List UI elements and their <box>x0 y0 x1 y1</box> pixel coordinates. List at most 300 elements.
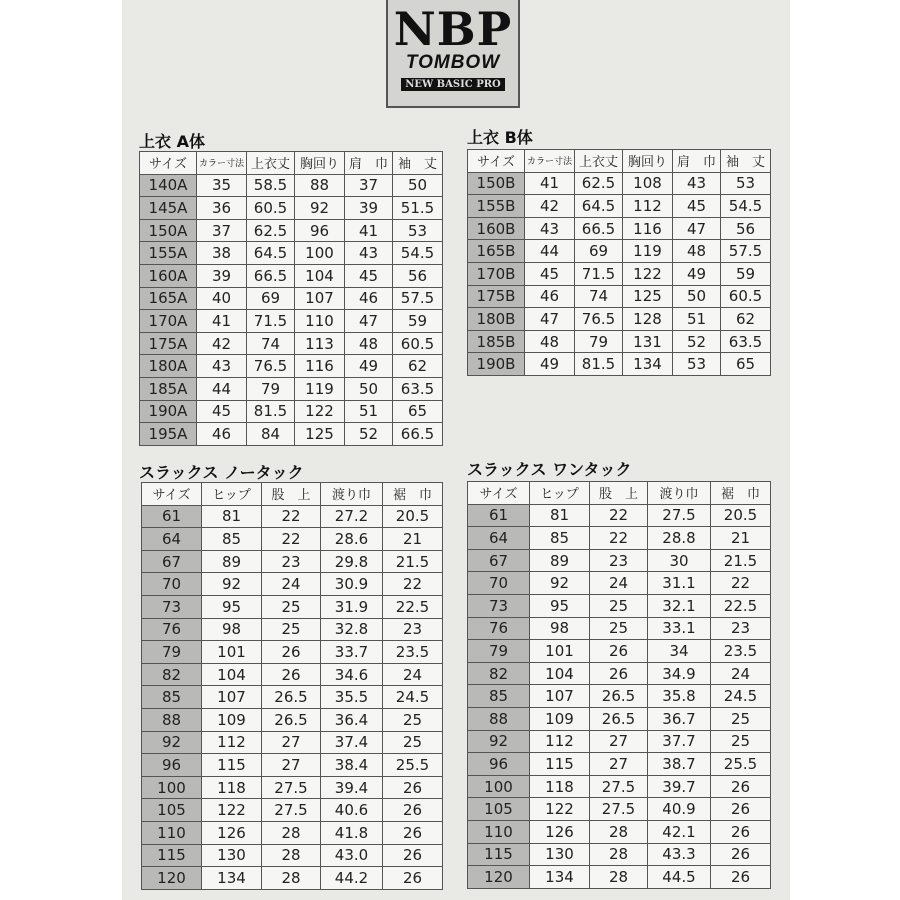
size-cell: 79 <box>142 641 202 664</box>
value-cell: 25.5 <box>711 753 771 776</box>
value-cell: 31.9 <box>321 595 383 618</box>
size-cell: 175B <box>468 285 525 308</box>
table-row <box>140 400 443 423</box>
column-header: 裾 巾 <box>711 482 771 505</box>
value-cell: 44 <box>525 240 575 263</box>
value-cell: 52 <box>673 330 721 353</box>
size-cell: 170A <box>140 310 197 333</box>
value-cell: 69 <box>575 240 623 263</box>
size-cell: 165A <box>140 287 197 310</box>
column-header: サイズ <box>468 150 525 173</box>
value-cell: 34.6 <box>321 663 383 686</box>
column-header: 肩 巾 <box>673 150 721 173</box>
table-row <box>468 662 771 685</box>
value-cell: 24.5 <box>711 685 771 708</box>
size-cell: 185B <box>468 330 525 353</box>
table-row <box>468 549 771 572</box>
value-cell: 38 <box>197 242 247 265</box>
value-cell: 113 <box>295 332 345 355</box>
value-cell: 30 <box>648 549 711 572</box>
value-cell: 26 <box>383 776 443 799</box>
size-cell: 96 <box>142 754 202 777</box>
logo-tagline: NEW BASIC PRO <box>401 78 505 91</box>
value-cell: 37.7 <box>648 730 711 753</box>
value-cell: 64.5 <box>575 195 623 218</box>
table-row <box>140 219 443 242</box>
value-cell: 134 <box>623 353 673 376</box>
value-cell: 47 <box>345 310 393 333</box>
value-cell: 37 <box>345 174 393 197</box>
value-cell: 26.5 <box>590 685 648 708</box>
value-cell: 44.2 <box>321 867 383 890</box>
value-cell: 42 <box>525 195 575 218</box>
value-cell: 28 <box>262 821 321 844</box>
value-cell: 62 <box>721 308 771 331</box>
value-cell: 108 <box>623 172 673 195</box>
size-cell: 96 <box>468 753 530 776</box>
size-cell: 110 <box>142 821 202 844</box>
size-cell: 64 <box>142 528 202 551</box>
value-cell: 40 <box>197 287 247 310</box>
value-cell: 21 <box>711 527 771 550</box>
value-cell: 101 <box>530 640 590 663</box>
value-cell: 81.5 <box>247 400 295 423</box>
value-cell: 51.5 <box>393 197 443 220</box>
value-cell: 43 <box>345 242 393 265</box>
column-header: サイズ <box>140 152 197 175</box>
value-cell: 57.5 <box>393 287 443 310</box>
value-cell: 20.5 <box>711 504 771 527</box>
size-cell: 145A <box>140 197 197 220</box>
value-cell: 48 <box>673 240 721 263</box>
table-row <box>468 240 771 263</box>
value-cell: 26 <box>590 662 648 685</box>
value-cell: 37.4 <box>321 731 383 754</box>
value-cell: 84 <box>247 423 295 446</box>
value-cell: 79 <box>575 330 623 353</box>
table-row <box>468 594 771 617</box>
size-cell: 120 <box>142 867 202 890</box>
value-cell: 25.5 <box>383 754 443 777</box>
table-row <box>468 172 771 195</box>
value-cell: 81 <box>530 504 590 527</box>
value-cell: 126 <box>202 821 262 844</box>
value-cell: 115 <box>202 754 262 777</box>
size-cell: 67 <box>142 550 202 573</box>
value-cell: 50 <box>673 285 721 308</box>
slacks-one-tuck-title: スラックス ワンタック <box>467 460 632 479</box>
value-cell: 104 <box>530 662 590 685</box>
value-cell: 22.5 <box>383 595 443 618</box>
table-row <box>142 776 443 799</box>
value-cell: 39 <box>197 264 247 287</box>
size-cell: 79 <box>468 640 530 663</box>
logo-main: NBP <box>393 2 513 56</box>
value-cell: 107 <box>530 685 590 708</box>
size-cell: 85 <box>142 686 202 709</box>
table-row <box>468 217 771 240</box>
column-header: 渡り巾 <box>648 482 711 505</box>
slacks-no-tuck-table <box>141 482 443 890</box>
size-cell: 92 <box>468 730 530 753</box>
size-cell: 140A <box>140 174 197 197</box>
value-cell: 25 <box>590 594 648 617</box>
nbp-tombow-logo <box>386 0 520 108</box>
value-cell: 22 <box>262 528 321 551</box>
value-cell: 22 <box>262 505 321 528</box>
value-cell: 26.5 <box>590 707 648 730</box>
value-cell: 69 <box>247 287 295 310</box>
column-header: サイズ <box>468 482 530 505</box>
size-cell: 105 <box>468 798 530 821</box>
table-row <box>468 285 771 308</box>
jacket-b-table <box>467 149 771 376</box>
table-row <box>468 353 771 376</box>
value-cell: 27.2 <box>321 505 383 528</box>
table-row <box>140 377 443 400</box>
size-cell: 76 <box>468 617 530 640</box>
jacket-b-title: 上衣 B体 <box>467 128 533 147</box>
value-cell: 65 <box>393 400 443 423</box>
table-row <box>142 550 443 573</box>
value-cell: 26 <box>711 843 771 866</box>
value-cell: 122 <box>530 798 590 821</box>
size-cell: 175A <box>140 332 197 355</box>
size-cell: 170B <box>468 262 525 285</box>
table-row <box>142 573 443 596</box>
value-cell: 34 <box>648 640 711 663</box>
value-cell: 53 <box>673 353 721 376</box>
value-cell: 36.4 <box>321 708 383 731</box>
value-cell: 59 <box>721 262 771 285</box>
column-header: 胸回り <box>623 150 673 173</box>
table-row <box>468 504 771 527</box>
value-cell: 45 <box>525 262 575 285</box>
table-row <box>140 264 443 287</box>
value-cell: 27 <box>590 753 648 776</box>
column-header: 袖 丈 <box>721 150 771 173</box>
value-cell: 26 <box>383 867 443 890</box>
value-cell: 66.5 <box>393 423 443 446</box>
value-cell: 22 <box>711 572 771 595</box>
jacket-a-table <box>139 151 443 446</box>
value-cell: 22 <box>590 527 648 550</box>
value-cell: 41.8 <box>321 821 383 844</box>
size-cell: 115 <box>142 844 202 867</box>
table-row <box>468 707 771 730</box>
value-cell: 100 <box>295 242 345 265</box>
value-cell: 58.5 <box>247 174 295 197</box>
value-cell: 23 <box>383 618 443 641</box>
value-cell: 60.5 <box>721 285 771 308</box>
value-cell: 89 <box>530 549 590 572</box>
table-row <box>468 775 771 798</box>
size-cell: 150B <box>468 172 525 195</box>
value-cell: 28 <box>590 866 648 889</box>
value-cell: 96 <box>295 219 345 242</box>
size-cell: 70 <box>142 573 202 596</box>
size-cell: 160A <box>140 264 197 287</box>
size-cell: 88 <box>142 708 202 731</box>
value-cell: 34.9 <box>648 662 711 685</box>
value-cell: 92 <box>530 572 590 595</box>
value-cell: 128 <box>623 308 673 331</box>
value-cell: 46 <box>197 423 247 446</box>
value-cell: 26 <box>711 866 771 889</box>
value-cell: 28.8 <box>648 527 711 550</box>
size-cell: 180B <box>468 308 525 331</box>
value-cell: 115 <box>530 753 590 776</box>
value-cell: 107 <box>202 686 262 709</box>
value-cell: 50 <box>393 174 443 197</box>
table-row <box>468 820 771 843</box>
value-cell: 22 <box>590 504 648 527</box>
value-cell: 38.7 <box>648 753 711 776</box>
value-cell: 51 <box>673 308 721 331</box>
value-cell: 25 <box>711 730 771 753</box>
value-cell: 25 <box>262 618 321 641</box>
table-row <box>142 595 443 618</box>
size-cell: 73 <box>468 594 530 617</box>
size-cell: 92 <box>142 731 202 754</box>
value-cell: 62.5 <box>575 172 623 195</box>
table-row <box>142 708 443 731</box>
value-cell: 45 <box>197 400 247 423</box>
value-cell: 118 <box>530 775 590 798</box>
value-cell: 131 <box>623 330 673 353</box>
column-header: 股 上 <box>262 483 321 506</box>
column-header: カラー寸法 <box>525 150 575 173</box>
table-header-row <box>140 152 443 175</box>
value-cell: 26 <box>383 799 443 822</box>
size-cell: 105 <box>142 799 202 822</box>
table-row <box>468 798 771 821</box>
value-cell: 37 <box>197 219 247 242</box>
table-row <box>468 308 771 331</box>
value-cell: 101 <box>202 641 262 664</box>
table-row <box>142 754 443 777</box>
table-row <box>142 821 443 844</box>
value-cell: 122 <box>623 262 673 285</box>
value-cell: 49 <box>525 353 575 376</box>
value-cell: 26 <box>711 820 771 843</box>
value-cell: 66.5 <box>575 217 623 240</box>
value-cell: 53 <box>393 219 443 242</box>
value-cell: 130 <box>530 843 590 866</box>
value-cell: 98 <box>202 618 262 641</box>
value-cell: 56 <box>721 217 771 240</box>
value-cell: 62.5 <box>247 219 295 242</box>
logo-sub: TOMBOW <box>405 52 501 73</box>
value-cell: 85 <box>202 528 262 551</box>
value-cell: 41 <box>345 219 393 242</box>
value-cell: 53 <box>721 172 771 195</box>
value-cell: 116 <box>623 217 673 240</box>
value-cell: 50 <box>345 377 393 400</box>
value-cell: 39.4 <box>321 776 383 799</box>
value-cell: 26.5 <box>262 686 321 709</box>
size-cell: 155B <box>468 195 525 218</box>
value-cell: 85 <box>530 527 590 550</box>
value-cell: 21.5 <box>383 550 443 573</box>
table-row <box>140 287 443 310</box>
value-cell: 25 <box>383 731 443 754</box>
value-cell: 76.5 <box>575 308 623 331</box>
value-cell: 39 <box>345 197 393 220</box>
table-row <box>142 731 443 754</box>
value-cell: 109 <box>530 707 590 730</box>
value-cell: 119 <box>623 240 673 263</box>
value-cell: 60.5 <box>247 197 295 220</box>
value-cell: 74 <box>575 285 623 308</box>
value-cell: 125 <box>623 285 673 308</box>
value-cell: 112 <box>202 731 262 754</box>
value-cell: 109 <box>202 708 262 731</box>
value-cell: 119 <box>295 377 345 400</box>
value-cell: 48 <box>525 330 575 353</box>
value-cell: 25 <box>711 707 771 730</box>
value-cell: 26 <box>262 641 321 664</box>
column-header: サイズ <box>142 483 202 506</box>
value-cell: 74 <box>247 332 295 355</box>
value-cell: 33.7 <box>321 641 383 664</box>
value-cell: 66.5 <box>247 264 295 287</box>
value-cell: 95 <box>202 595 262 618</box>
value-cell: 24 <box>262 573 321 596</box>
value-cell: 104 <box>202 663 262 686</box>
column-header: 股 上 <box>590 482 648 505</box>
value-cell: 28.6 <box>321 528 383 551</box>
size-cell: 165B <box>468 240 525 263</box>
size-cell: 64 <box>468 527 530 550</box>
value-cell: 71.5 <box>575 262 623 285</box>
jacket-a-title: 上衣 A体 <box>139 132 205 151</box>
table-row <box>142 505 443 528</box>
value-cell: 40.6 <box>321 799 383 822</box>
value-cell: 63.5 <box>721 330 771 353</box>
value-cell: 27 <box>590 730 648 753</box>
table-row <box>468 527 771 550</box>
value-cell: 54.5 <box>393 242 443 265</box>
value-cell: 43.3 <box>648 843 711 866</box>
table-row <box>142 528 443 551</box>
value-cell: 95 <box>530 594 590 617</box>
value-cell: 81 <box>202 505 262 528</box>
value-cell: 48 <box>345 332 393 355</box>
table-row <box>468 843 771 866</box>
value-cell: 26 <box>711 798 771 821</box>
table-row <box>142 799 443 822</box>
size-cell: 100 <box>142 776 202 799</box>
value-cell: 27.5 <box>262 776 321 799</box>
size-cell: 155A <box>140 242 197 265</box>
table-row <box>142 618 443 641</box>
table-row <box>142 686 443 709</box>
value-cell: 76.5 <box>247 355 295 378</box>
value-cell: 116 <box>295 355 345 378</box>
size-cell: 76 <box>142 618 202 641</box>
value-cell: 112 <box>530 730 590 753</box>
value-cell: 45 <box>673 195 721 218</box>
value-cell: 39.7 <box>648 775 711 798</box>
value-cell: 26 <box>590 640 648 663</box>
value-cell: 33.1 <box>648 617 711 640</box>
table-row <box>140 332 443 355</box>
table-header-row <box>142 483 443 506</box>
value-cell: 35.5 <box>321 686 383 709</box>
value-cell: 21 <box>383 528 443 551</box>
table-row <box>468 262 771 285</box>
table-row <box>468 866 771 889</box>
value-cell: 27.5 <box>590 775 648 798</box>
column-header: カラー寸法 <box>197 152 247 175</box>
value-cell: 130 <box>202 844 262 867</box>
value-cell: 25 <box>590 617 648 640</box>
value-cell: 43 <box>673 172 721 195</box>
value-cell: 46 <box>345 287 393 310</box>
table-header-row <box>468 150 771 173</box>
column-header: 上衣丈 <box>575 150 623 173</box>
table-row <box>468 330 771 353</box>
size-cell: 185A <box>140 377 197 400</box>
table-row <box>140 423 443 446</box>
size-cell: 190A <box>140 400 197 423</box>
column-header: 渡り巾 <box>321 483 383 506</box>
size-cell: 110 <box>468 820 530 843</box>
value-cell: 35.8 <box>648 685 711 708</box>
value-cell: 43.0 <box>321 844 383 867</box>
value-cell: 28 <box>590 820 648 843</box>
value-cell: 32.8 <box>321 618 383 641</box>
value-cell: 47 <box>673 217 721 240</box>
value-cell: 23.5 <box>383 641 443 664</box>
value-cell: 26 <box>262 663 321 686</box>
value-cell: 24 <box>590 572 648 595</box>
value-cell: 65 <box>721 353 771 376</box>
value-cell: 54.5 <box>721 195 771 218</box>
value-cell: 47 <box>525 308 575 331</box>
value-cell: 31.1 <box>648 572 711 595</box>
value-cell: 42 <box>197 332 247 355</box>
value-cell: 64.5 <box>247 242 295 265</box>
value-cell: 104 <box>295 264 345 287</box>
value-cell: 79 <box>247 377 295 400</box>
column-header: 裾 巾 <box>383 483 443 506</box>
value-cell: 51 <box>345 400 393 423</box>
value-cell: 36.7 <box>648 707 711 730</box>
value-cell: 21.5 <box>711 549 771 572</box>
value-cell: 42.1 <box>648 820 711 843</box>
value-cell: 107 <box>295 287 345 310</box>
value-cell: 46 <box>525 285 575 308</box>
value-cell: 24.5 <box>383 686 443 709</box>
table-row <box>142 867 443 890</box>
value-cell: 22 <box>383 573 443 596</box>
value-cell: 92 <box>202 573 262 596</box>
value-cell: 88 <box>295 174 345 197</box>
size-cell: 120 <box>468 866 530 889</box>
table-row <box>142 641 443 664</box>
value-cell: 32.1 <box>648 594 711 617</box>
table-header-row <box>468 482 771 505</box>
size-cell: 88 <box>468 707 530 730</box>
value-cell: 45 <box>345 264 393 287</box>
table-row <box>140 242 443 265</box>
value-cell: 44.5 <box>648 866 711 889</box>
size-cell: 100 <box>468 775 530 798</box>
value-cell: 126 <box>530 820 590 843</box>
value-cell: 27.5 <box>648 504 711 527</box>
